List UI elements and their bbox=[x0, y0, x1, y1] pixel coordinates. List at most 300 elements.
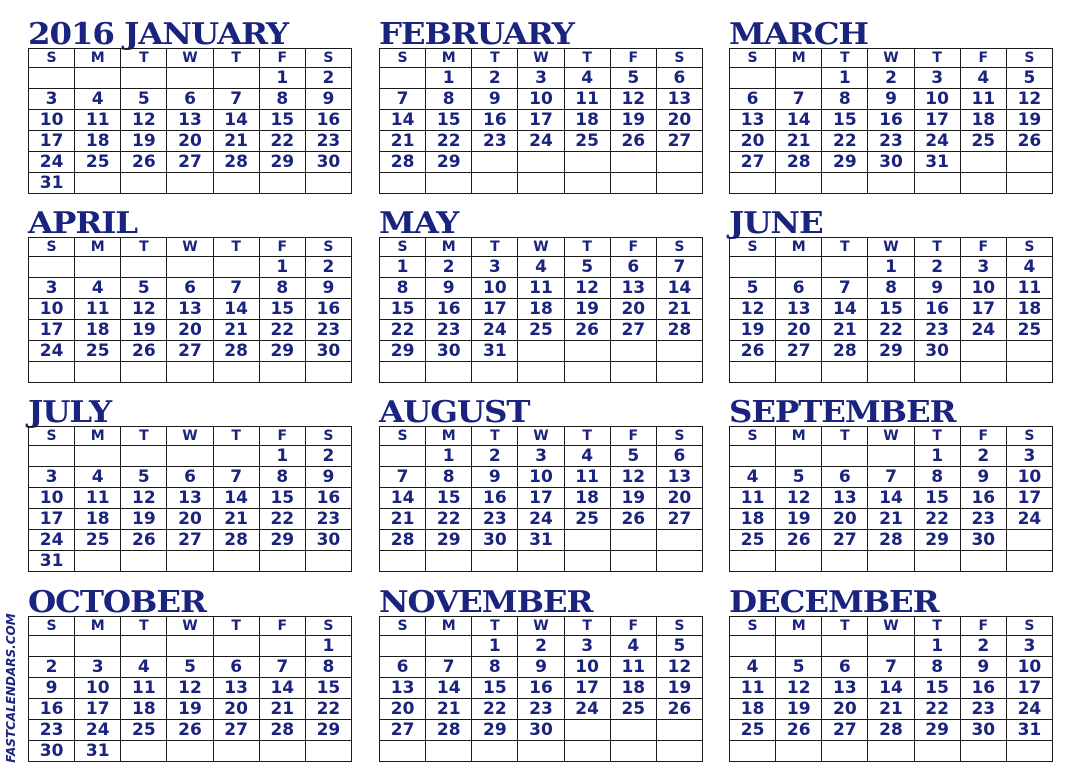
week-row bbox=[380, 278, 703, 299]
month-grid bbox=[729, 237, 1053, 383]
day-cell: 12 bbox=[776, 678, 822, 699]
weekday-header: F bbox=[610, 238, 656, 257]
weekday-header: T bbox=[822, 49, 868, 68]
week-row bbox=[29, 509, 352, 530]
day-cell: 17 bbox=[29, 320, 75, 341]
week-row bbox=[730, 530, 1053, 551]
empty-day-cell bbox=[518, 152, 564, 173]
week-row bbox=[29, 131, 352, 152]
day-cell: 28 bbox=[426, 720, 472, 741]
week-row bbox=[29, 530, 352, 551]
day-cell: 23 bbox=[305, 131, 351, 152]
empty-day-cell bbox=[730, 636, 776, 657]
weekday-header: S bbox=[305, 427, 351, 446]
empty-day-cell bbox=[610, 173, 656, 194]
day-cell: 15 bbox=[868, 299, 914, 320]
day-cell: 7 bbox=[213, 467, 259, 488]
empty-day-cell bbox=[776, 173, 822, 194]
weekday-header: M bbox=[776, 49, 822, 68]
week-row bbox=[29, 110, 352, 131]
day-cell: 12 bbox=[121, 488, 167, 509]
day-cell: 30 bbox=[305, 530, 351, 551]
day-cell: 19 bbox=[121, 320, 167, 341]
day-cell: 9 bbox=[305, 278, 351, 299]
day-cell: 4 bbox=[564, 446, 610, 467]
day-cell: 26 bbox=[610, 131, 656, 152]
day-cell: 24 bbox=[29, 530, 75, 551]
day-cell: 13 bbox=[822, 488, 868, 509]
day-cell: 9 bbox=[960, 467, 1006, 488]
day-cell: 7 bbox=[380, 467, 426, 488]
empty-day-cell bbox=[213, 257, 259, 278]
empty-day-cell bbox=[29, 636, 75, 657]
week-row bbox=[380, 110, 703, 131]
day-cell: 1 bbox=[259, 446, 305, 467]
day-cell: 29 bbox=[259, 152, 305, 173]
empty-day-cell bbox=[213, 741, 259, 762]
day-cell: 10 bbox=[1006, 657, 1052, 678]
empty-day-cell bbox=[259, 551, 305, 572]
day-cell: 3 bbox=[960, 257, 1006, 278]
day-cell: 6 bbox=[380, 657, 426, 678]
empty-day-cell bbox=[960, 551, 1006, 572]
weekday-header-row bbox=[29, 427, 352, 446]
day-cell: 19 bbox=[730, 320, 776, 341]
day-cell: 11 bbox=[1006, 278, 1052, 299]
weekday-header: S bbox=[730, 427, 776, 446]
day-cell: 19 bbox=[121, 131, 167, 152]
day-cell: 10 bbox=[518, 467, 564, 488]
day-cell: 6 bbox=[167, 89, 213, 110]
day-cell: 14 bbox=[822, 299, 868, 320]
weekday-header-row bbox=[730, 238, 1053, 257]
weekday-header-row bbox=[29, 49, 352, 68]
weekday-header: W bbox=[167, 49, 213, 68]
weekday-header: T bbox=[822, 238, 868, 257]
empty-day-cell bbox=[1006, 173, 1052, 194]
day-cell: 20 bbox=[656, 488, 702, 509]
day-cell: 25 bbox=[564, 131, 610, 152]
weekday-header: S bbox=[1006, 49, 1052, 68]
day-cell: 16 bbox=[305, 110, 351, 131]
empty-day-cell bbox=[914, 741, 960, 762]
empty-day-cell bbox=[1006, 362, 1052, 383]
day-cell: 3 bbox=[29, 89, 75, 110]
day-cell: 10 bbox=[75, 678, 121, 699]
weekday-header: T bbox=[914, 238, 960, 257]
empty-day-cell bbox=[213, 551, 259, 572]
empty-day-cell bbox=[776, 257, 822, 278]
day-cell: 13 bbox=[167, 299, 213, 320]
week-row bbox=[730, 467, 1053, 488]
week-row bbox=[730, 699, 1053, 720]
empty-day-cell bbox=[259, 362, 305, 383]
day-cell: 22 bbox=[822, 131, 868, 152]
day-cell: 9 bbox=[472, 89, 518, 110]
weekday-header: S bbox=[305, 49, 351, 68]
day-cell: 22 bbox=[380, 320, 426, 341]
weekday-header-row bbox=[29, 238, 352, 257]
empty-day-cell bbox=[167, 741, 213, 762]
week-row bbox=[730, 446, 1053, 467]
day-cell: 17 bbox=[960, 299, 1006, 320]
day-cell: 17 bbox=[29, 509, 75, 530]
day-cell: 6 bbox=[167, 467, 213, 488]
weekday-header: S bbox=[656, 49, 702, 68]
day-cell: 15 bbox=[305, 678, 351, 699]
weekday-header: T bbox=[564, 238, 610, 257]
week-row bbox=[29, 488, 352, 509]
empty-day-cell bbox=[730, 362, 776, 383]
weekday-header: W bbox=[868, 427, 914, 446]
week-row bbox=[29, 699, 352, 720]
week-row bbox=[29, 278, 352, 299]
day-cell: 16 bbox=[518, 678, 564, 699]
week-row bbox=[730, 152, 1053, 173]
week-row bbox=[29, 551, 352, 572]
day-cell: 22 bbox=[472, 699, 518, 720]
month-title: SEPTEMBER bbox=[729, 395, 956, 430]
weekday-header: F bbox=[259, 427, 305, 446]
empty-day-cell bbox=[75, 446, 121, 467]
day-cell: 16 bbox=[914, 299, 960, 320]
day-cell: 26 bbox=[121, 530, 167, 551]
weekday-header: W bbox=[518, 617, 564, 636]
day-cell: 30 bbox=[305, 152, 351, 173]
empty-day-cell bbox=[960, 341, 1006, 362]
month-title: NOVEMBER bbox=[379, 585, 593, 620]
empty-day-cell bbox=[868, 551, 914, 572]
month-title: MAY bbox=[379, 206, 459, 241]
weekday-header: T bbox=[822, 427, 868, 446]
day-cell: 11 bbox=[564, 467, 610, 488]
day-cell: 14 bbox=[213, 110, 259, 131]
day-cell: 24 bbox=[29, 152, 75, 173]
day-cell: 31 bbox=[29, 551, 75, 572]
week-row bbox=[380, 173, 703, 194]
day-cell: 27 bbox=[776, 341, 822, 362]
weekday-header-row bbox=[380, 427, 703, 446]
day-cell: 10 bbox=[1006, 467, 1052, 488]
weekday-header: W bbox=[518, 427, 564, 446]
day-cell: 29 bbox=[914, 720, 960, 741]
day-cell: 28 bbox=[868, 530, 914, 551]
day-cell: 13 bbox=[730, 110, 776, 131]
day-cell: 8 bbox=[914, 657, 960, 678]
empty-day-cell bbox=[472, 152, 518, 173]
day-cell: 29 bbox=[259, 530, 305, 551]
day-cell: 13 bbox=[380, 678, 426, 699]
month-grid bbox=[729, 426, 1053, 572]
day-cell: 19 bbox=[121, 509, 167, 530]
weekday-header: T bbox=[822, 617, 868, 636]
month-title: JULY bbox=[28, 395, 112, 430]
weekday-header-row bbox=[730, 49, 1053, 68]
day-cell: 19 bbox=[610, 488, 656, 509]
weekday-header: T bbox=[213, 238, 259, 257]
empty-day-cell bbox=[822, 741, 868, 762]
day-cell: 28 bbox=[213, 341, 259, 362]
day-cell: 21 bbox=[822, 320, 868, 341]
day-cell: 20 bbox=[213, 699, 259, 720]
week-row bbox=[730, 131, 1053, 152]
day-cell: 16 bbox=[29, 699, 75, 720]
empty-day-cell bbox=[472, 362, 518, 383]
week-row bbox=[730, 89, 1053, 110]
day-cell: 12 bbox=[167, 678, 213, 699]
day-cell: 5 bbox=[656, 636, 702, 657]
empty-day-cell bbox=[213, 446, 259, 467]
month-grid bbox=[28, 237, 352, 383]
empty-day-cell bbox=[610, 341, 656, 362]
day-cell: 14 bbox=[656, 278, 702, 299]
week-row bbox=[730, 678, 1053, 699]
day-cell: 4 bbox=[730, 657, 776, 678]
day-cell: 3 bbox=[518, 446, 564, 467]
week-row bbox=[730, 68, 1053, 89]
day-cell: 15 bbox=[259, 488, 305, 509]
day-cell: 2 bbox=[868, 68, 914, 89]
week-row bbox=[29, 320, 352, 341]
weekday-header: T bbox=[121, 238, 167, 257]
day-cell: 28 bbox=[776, 152, 822, 173]
day-cell: 11 bbox=[121, 678, 167, 699]
empty-day-cell bbox=[564, 173, 610, 194]
day-cell: 12 bbox=[121, 299, 167, 320]
empty-day-cell bbox=[1006, 551, 1052, 572]
day-cell: 13 bbox=[213, 678, 259, 699]
empty-day-cell bbox=[75, 362, 121, 383]
day-cell: 17 bbox=[518, 488, 564, 509]
empty-day-cell bbox=[656, 152, 702, 173]
week-row bbox=[29, 299, 352, 320]
day-cell: 17 bbox=[914, 110, 960, 131]
day-cell: 1 bbox=[426, 446, 472, 467]
empty-day-cell bbox=[610, 551, 656, 572]
day-cell: 24 bbox=[518, 131, 564, 152]
day-cell: 24 bbox=[472, 320, 518, 341]
day-cell: 21 bbox=[868, 509, 914, 530]
empty-day-cell bbox=[305, 551, 351, 572]
day-cell: 20 bbox=[167, 509, 213, 530]
day-cell: 11 bbox=[730, 678, 776, 699]
day-cell: 7 bbox=[656, 257, 702, 278]
day-cell: 29 bbox=[380, 341, 426, 362]
day-cell: 17 bbox=[518, 110, 564, 131]
day-cell: 29 bbox=[822, 152, 868, 173]
day-cell: 24 bbox=[1006, 509, 1052, 530]
day-cell: 27 bbox=[167, 530, 213, 551]
week-row bbox=[380, 636, 703, 657]
day-cell: 13 bbox=[656, 467, 702, 488]
weekday-header: S bbox=[380, 49, 426, 68]
empty-day-cell bbox=[380, 636, 426, 657]
day-cell: 3 bbox=[914, 68, 960, 89]
weekday-header: S bbox=[1006, 427, 1052, 446]
day-cell: 6 bbox=[213, 657, 259, 678]
weekday-header: W bbox=[167, 617, 213, 636]
day-cell: 15 bbox=[914, 678, 960, 699]
day-cell: 5 bbox=[121, 89, 167, 110]
day-cell: 7 bbox=[380, 89, 426, 110]
day-cell: 9 bbox=[305, 467, 351, 488]
day-cell: 4 bbox=[564, 68, 610, 89]
empty-day-cell bbox=[472, 741, 518, 762]
weekday-header: T bbox=[564, 617, 610, 636]
month-grid bbox=[28, 426, 352, 572]
weekday-header: M bbox=[426, 49, 472, 68]
weekday-header: M bbox=[426, 238, 472, 257]
empty-day-cell bbox=[75, 173, 121, 194]
day-cell: 6 bbox=[656, 446, 702, 467]
day-cell: 11 bbox=[610, 657, 656, 678]
empty-day-cell bbox=[610, 152, 656, 173]
day-cell: 26 bbox=[121, 152, 167, 173]
day-cell: 20 bbox=[610, 299, 656, 320]
weekday-header: W bbox=[518, 49, 564, 68]
day-cell: 21 bbox=[656, 299, 702, 320]
day-cell: 14 bbox=[426, 678, 472, 699]
week-row bbox=[29, 657, 352, 678]
empty-day-cell bbox=[960, 173, 1006, 194]
weekday-header: S bbox=[656, 238, 702, 257]
day-cell: 20 bbox=[167, 320, 213, 341]
weekday-header: S bbox=[29, 427, 75, 446]
empty-day-cell bbox=[380, 551, 426, 572]
day-cell: 1 bbox=[305, 636, 351, 657]
day-cell: 26 bbox=[1006, 131, 1052, 152]
empty-day-cell bbox=[167, 68, 213, 89]
week-row bbox=[380, 320, 703, 341]
empty-day-cell bbox=[914, 551, 960, 572]
day-cell: 17 bbox=[29, 131, 75, 152]
day-cell: 22 bbox=[914, 509, 960, 530]
empty-day-cell bbox=[213, 636, 259, 657]
empty-day-cell bbox=[167, 636, 213, 657]
day-cell: 27 bbox=[610, 320, 656, 341]
day-cell: 15 bbox=[426, 488, 472, 509]
day-cell: 15 bbox=[259, 110, 305, 131]
day-cell: 7 bbox=[868, 467, 914, 488]
day-cell: 7 bbox=[822, 278, 868, 299]
weekday-header: T bbox=[564, 49, 610, 68]
day-cell: 23 bbox=[518, 699, 564, 720]
day-cell: 1 bbox=[259, 68, 305, 89]
month-grid bbox=[28, 48, 352, 194]
empty-day-cell bbox=[518, 362, 564, 383]
empty-day-cell bbox=[610, 720, 656, 741]
empty-day-cell bbox=[29, 446, 75, 467]
day-cell: 2 bbox=[29, 657, 75, 678]
day-cell: 19 bbox=[564, 299, 610, 320]
day-cell: 29 bbox=[472, 720, 518, 741]
day-cell: 25 bbox=[518, 320, 564, 341]
month-grid bbox=[379, 237, 703, 383]
day-cell: 14 bbox=[213, 299, 259, 320]
week-row bbox=[380, 131, 703, 152]
empty-day-cell bbox=[776, 741, 822, 762]
week-row bbox=[380, 699, 703, 720]
month-title: AUGUST bbox=[379, 395, 530, 430]
day-cell: 22 bbox=[868, 320, 914, 341]
day-cell: 14 bbox=[380, 110, 426, 131]
empty-day-cell bbox=[121, 362, 167, 383]
empty-day-cell bbox=[610, 741, 656, 762]
weekday-header: S bbox=[730, 238, 776, 257]
day-cell: 31 bbox=[518, 530, 564, 551]
day-cell: 31 bbox=[75, 741, 121, 762]
weekday-header: F bbox=[259, 238, 305, 257]
empty-day-cell bbox=[121, 551, 167, 572]
empty-day-cell bbox=[75, 551, 121, 572]
weekday-header: S bbox=[380, 617, 426, 636]
weekday-header: S bbox=[730, 617, 776, 636]
week-row bbox=[29, 467, 352, 488]
month-title: JUNE bbox=[729, 206, 823, 241]
empty-day-cell bbox=[730, 173, 776, 194]
week-row bbox=[730, 173, 1053, 194]
weekday-header: T bbox=[121, 427, 167, 446]
day-cell: 27 bbox=[822, 530, 868, 551]
day-cell: 28 bbox=[380, 530, 426, 551]
day-cell: 3 bbox=[1006, 446, 1052, 467]
day-cell: 2 bbox=[305, 68, 351, 89]
day-cell: 23 bbox=[472, 131, 518, 152]
day-cell: 25 bbox=[960, 131, 1006, 152]
empty-day-cell bbox=[822, 551, 868, 572]
day-cell: 21 bbox=[868, 699, 914, 720]
day-cell: 27 bbox=[213, 720, 259, 741]
empty-day-cell bbox=[305, 741, 351, 762]
empty-day-cell bbox=[167, 257, 213, 278]
day-cell: 20 bbox=[822, 699, 868, 720]
day-cell: 6 bbox=[822, 657, 868, 678]
week-row bbox=[730, 720, 1053, 741]
day-cell: 30 bbox=[518, 720, 564, 741]
day-cell: 31 bbox=[1006, 720, 1052, 741]
weekday-header: T bbox=[472, 617, 518, 636]
day-cell: 31 bbox=[29, 173, 75, 194]
day-cell: 8 bbox=[380, 278, 426, 299]
day-cell: 4 bbox=[75, 89, 121, 110]
day-cell: 11 bbox=[75, 488, 121, 509]
empty-day-cell bbox=[868, 173, 914, 194]
day-cell: 24 bbox=[960, 320, 1006, 341]
brand-watermark bbox=[3, 600, 19, 775]
weekday-header: T bbox=[213, 617, 259, 636]
weekday-header: F bbox=[259, 49, 305, 68]
day-cell: 3 bbox=[29, 278, 75, 299]
empty-day-cell bbox=[426, 741, 472, 762]
day-cell: 1 bbox=[822, 68, 868, 89]
empty-day-cell bbox=[29, 257, 75, 278]
day-cell: 16 bbox=[960, 488, 1006, 509]
week-row bbox=[380, 68, 703, 89]
weekday-header: S bbox=[1006, 238, 1052, 257]
weekday-header: T bbox=[564, 427, 610, 446]
weekday-header: S bbox=[380, 427, 426, 446]
month-grid bbox=[379, 48, 703, 194]
day-cell: 26 bbox=[564, 320, 610, 341]
day-cell: 6 bbox=[776, 278, 822, 299]
day-cell: 15 bbox=[914, 488, 960, 509]
empty-day-cell bbox=[29, 362, 75, 383]
day-cell: 12 bbox=[730, 299, 776, 320]
day-cell: 16 bbox=[305, 488, 351, 509]
day-cell: 28 bbox=[868, 720, 914, 741]
weekday-header: T bbox=[472, 427, 518, 446]
weekday-header-row bbox=[380, 238, 703, 257]
